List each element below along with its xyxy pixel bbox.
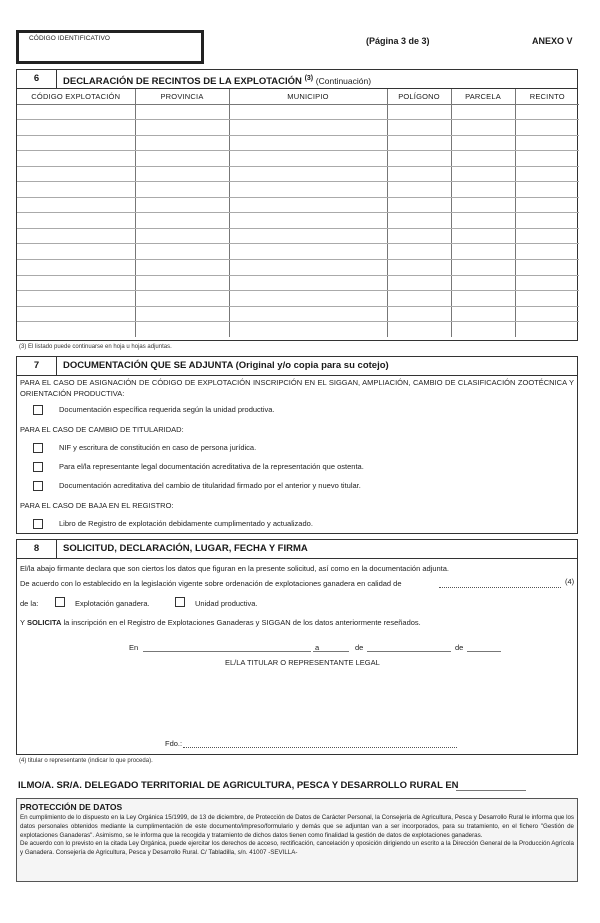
table-cell[interactable] — [17, 228, 135, 244]
table-cell[interactable] — [451, 135, 515, 151]
table-cell[interactable] — [135, 306, 229, 322]
table-cell[interactable] — [451, 104, 515, 120]
section-title: SOLICITUD, DECLARACIÓN, LUGAR, FECHA Y FIRMA — [63, 543, 308, 554]
table-cell[interactable] — [229, 213, 387, 229]
data-protection-paragraph: En cumplimiento de lo dispuesto en la Ley Orgánica 15/1999, de 13 de diciembre, de Protección de Datos de Carácter Personal, la Consejería de Agricultura, Pesca y Desarrollo Rural le informa que los datos personales obtenidos mediante la cumplimentación de este documento/impreso/formulario y demás que se adjuntan van a ser incorporados, para su tratamiento, en el fichero "Gestión de explotaciones Ganaderas". Asimismo, se le informa que la recogida y tratamiento de dichos datos tienen como finalidad la gestión de datos de explotaciones ganaderas. — [20, 814, 574, 839]
table-cell[interactable] — [229, 259, 387, 275]
table-cell[interactable] — [229, 322, 387, 338]
table-cell[interactable] — [135, 135, 229, 151]
item-ownership-change-docs: Documentación acreditativa del cambio de titularidad firmado por el anterior y nuevo titular. — [59, 481, 361, 490]
date-label-a: a — [315, 643, 320, 652]
table-cell[interactable] — [17, 244, 135, 260]
section-number: 7 — [17, 357, 57, 375]
table-cell[interactable] — [451, 244, 515, 260]
table-row — [17, 182, 579, 198]
table-cell[interactable] — [229, 306, 387, 322]
table-row — [17, 213, 579, 229]
table-cell[interactable] — [387, 104, 451, 120]
table-cell[interactable] — [135, 182, 229, 198]
data-protection-title: PROTECCIÓN DE DATOS — [20, 802, 123, 812]
table-cell[interactable] — [17, 213, 135, 229]
page-number: (Página 3 de 3) — [366, 36, 430, 46]
table-cell[interactable] — [515, 197, 579, 213]
table-cell[interactable] — [515, 259, 579, 275]
table-cell[interactable] — [387, 291, 451, 307]
checkbox-representation[interactable] — [33, 462, 43, 472]
table-cell[interactable] — [135, 197, 229, 213]
table-cell[interactable] — [451, 213, 515, 229]
table-cell[interactable] — [515, 182, 579, 198]
checkbox-ownership-change-docs[interactable] — [33, 481, 43, 491]
table-cell[interactable] — [387, 306, 451, 322]
table-cell[interactable] — [17, 322, 135, 338]
checkbox-register-book[interactable] — [33, 519, 43, 529]
signature-label: Fdo.: — [165, 739, 183, 748]
table-row — [17, 275, 579, 291]
table-cell[interactable] — [135, 228, 229, 244]
data-protection-paragraph: De acuerdo con lo previsto en la citada Ley Orgánica, puede ejercitar los derechos de acceso, rectificación, cancelación y oposición dirigiendo un escrito a la Dirección General de la Producción Agrícola y Ganadera. Consejería de Agricultura, Pesca y Desarrollo Rural. C/ Tabladilla, s/n. 41007 -SEVILLA- — [20, 840, 574, 857]
table-cell[interactable] — [135, 104, 229, 120]
table-cell[interactable] — [229, 166, 387, 182]
table-row — [17, 228, 579, 244]
table-cell[interactable] — [515, 291, 579, 307]
table-cell[interactable] — [229, 120, 387, 136]
table-cell[interactable] — [135, 120, 229, 136]
table-cell[interactable] — [451, 306, 515, 322]
option-livestock-farm: Explotación ganadera. — [75, 599, 150, 608]
province-field[interactable] — [456, 790, 526, 791]
table-row — [17, 291, 579, 307]
table-row — [17, 197, 579, 213]
request-text: Y SOLICITA la inscripción en el Registro de Explotaciones Ganaderas y SIGGAN de los datos anteriormente reseñados. — [20, 618, 421, 627]
section-number: 8 — [17, 540, 57, 558]
data-protection-box — [16, 798, 578, 882]
table-cell[interactable] — [387, 197, 451, 213]
table-cell[interactable] — [515, 104, 579, 120]
table-cell[interactable] — [387, 228, 451, 244]
table-cell[interactable] — [387, 275, 451, 291]
month-field[interactable] — [367, 651, 451, 652]
table-cell[interactable] — [135, 291, 229, 307]
table-cell[interactable] — [17, 197, 135, 213]
signer-title: EL/LA TITULAR O REPRESENTANTE LEGAL — [225, 658, 380, 667]
table-cell[interactable] — [387, 120, 451, 136]
table-cell[interactable] — [17, 259, 135, 275]
table-cell[interactable] — [387, 322, 451, 338]
plots-table — [17, 89, 579, 337]
table-row — [17, 151, 579, 167]
table-cell[interactable] — [17, 306, 135, 322]
table-cell[interactable] — [515, 275, 579, 291]
table-cell[interactable] — [451, 182, 515, 198]
table-cell[interactable] — [387, 259, 451, 275]
table-cell[interactable] — [515, 213, 579, 229]
section-title: DOCUMENTACIÓN QUE SE ADJUNTA (Original y/o copia para su cotejo) — [63, 360, 389, 371]
table-cell[interactable] — [387, 135, 451, 151]
column-header: MUNICIPIO — [229, 89, 387, 104]
item-nif: NIF y escritura de constitución en caso de persona jurídica. — [59, 443, 257, 452]
place-field[interactable] — [143, 651, 311, 652]
table-cell[interactable] — [135, 151, 229, 167]
note-4-marker: (4) — [565, 577, 575, 586]
table-cell[interactable] — [229, 151, 387, 167]
table-cell[interactable] — [515, 244, 579, 260]
table-cell[interactable] — [17, 120, 135, 136]
table-cell[interactable] — [229, 104, 387, 120]
case-ownership-change-label: PARA EL CASO DE CAMBIO DE TITULARIDAD: — [20, 425, 184, 434]
table-cell[interactable] — [229, 244, 387, 260]
table-cell[interactable] — [515, 306, 579, 322]
table-cell[interactable] — [451, 197, 515, 213]
table-header-row — [17, 89, 579, 104]
table-cell[interactable] — [387, 151, 451, 167]
table-cell[interactable] — [229, 228, 387, 244]
table-cell[interactable] — [229, 291, 387, 307]
table-cell[interactable] — [135, 322, 229, 338]
item-specific-docs: Documentación específica requerida según la unidad productiva. — [59, 405, 275, 414]
table-cell[interactable] — [135, 166, 229, 182]
table-cell[interactable] — [451, 259, 515, 275]
table-cell[interactable] — [451, 322, 515, 338]
column-header: PROVINCIA — [135, 89, 229, 104]
option-productive-unit: Unidad productiva. — [195, 599, 258, 608]
table-cell[interactable] — [515, 228, 579, 244]
case-assignment-label: PARA EL CASO DE ASIGNACIÓN DE CÓDIGO DE EXPLOTACIÓN INSCRIPCIÓN EN EL SIGGAN, AMPLIACIÓN, CAMBIO DE CLASIFICACIÓN ZOOTÉCNICA Y ORIENTACIÓN PRODUCTIVA: — [20, 378, 574, 398]
table-cell[interactable] — [451, 120, 515, 136]
table-cell[interactable] — [135, 259, 229, 275]
capacity-field[interactable] — [439, 587, 561, 588]
column-header: POLÍGONO — [387, 89, 451, 104]
date-label-de: de — [455, 643, 464, 652]
table-cell[interactable] — [135, 275, 229, 291]
place-label-en: En — [129, 643, 139, 652]
declaration-text: El/la abajo firmante declara que son ciertos los datos que figuran en la presente solicitud, así como en la documentación adjunta. — [20, 564, 450, 573]
section-number: 6 — [17, 70, 57, 88]
table-cell[interactable] — [451, 228, 515, 244]
table-row — [17, 135, 579, 151]
section-8-header — [17, 540, 577, 559]
table-cell[interactable] — [135, 244, 229, 260]
table-cell[interactable] — [451, 151, 515, 167]
of-the-label: de la: — [20, 599, 39, 608]
table-cell[interactable] — [229, 182, 387, 198]
table-row — [17, 306, 579, 322]
section-8-footnote: (4) titular o representante (indicar lo que proceda). — [19, 758, 153, 764]
checkbox-nif[interactable] — [33, 443, 43, 453]
checkbox-productive-unit[interactable] — [175, 597, 185, 607]
table-cell[interactable] — [515, 151, 579, 167]
agreement-text: De acuerdo con lo establecido en la legislación vigente sobre ordenación de explotaciones ganadera en calidad de — [20, 579, 402, 588]
item-register-book: Libro de Registro de explotación debidamente cumplimentado y actualizado. — [59, 519, 313, 528]
table-cell[interactable] — [17, 291, 135, 307]
table-cell[interactable] — [17, 135, 135, 151]
section-title: DECLARACIÓN DE RECINTOS DE LA EXPLOTACIÓN $^{(3)}$ (Continuación) — [63, 75, 372, 88]
table-row — [17, 120, 579, 136]
column-header: RECINTO — [515, 89, 579, 104]
addressee-line: ILMO/A. SR/A. DELEGADO TERRITORIAL DE AGRICULTURA, PESCA Y DESARROLLO RURAL EN — [18, 780, 459, 791]
table-row — [17, 322, 579, 338]
identification-code-box[interactable] — [16, 30, 204, 64]
table-cell[interactable] — [451, 166, 515, 182]
table-cell[interactable] — [387, 244, 451, 260]
table-cell[interactable] — [387, 213, 451, 229]
table-cell[interactable] — [229, 275, 387, 291]
section-8-request — [16, 539, 578, 755]
section-6-footnote: (3) El listado puede continuarse en hoja u hojas adjuntas. — [19, 344, 172, 350]
table-row — [17, 104, 579, 120]
item-representation: Para el/la representante legal documentación acreditativa de la representación que ostenta. — [59, 462, 364, 471]
section-6-header — [17, 70, 577, 89]
table-cell[interactable] — [387, 182, 451, 198]
table-cell[interactable] — [17, 166, 135, 182]
signature-field[interactable] — [183, 747, 457, 748]
table-cell[interactable] — [451, 291, 515, 307]
identification-code-label: CÓDIGO IDENTIFICATIVO — [29, 35, 111, 42]
table-cell[interactable] — [229, 197, 387, 213]
table-cell[interactable] — [515, 135, 579, 151]
date-label-de: de — [355, 643, 364, 652]
table-row — [17, 166, 579, 182]
case-deregistration-label: PARA EL CASO DE BAJA EN EL REGISTRO: — [20, 501, 174, 510]
day-field[interactable] — [313, 651, 349, 652]
section-7-header — [17, 357, 577, 376]
checkbox-livestock-farm[interactable] — [55, 597, 65, 607]
table-cell[interactable] — [515, 120, 579, 136]
year-field[interactable] — [467, 651, 501, 652]
annex-label: ANEXO V — [532, 36, 573, 46]
table-cell[interactable] — [515, 166, 579, 182]
table-cell[interactable] — [135, 213, 229, 229]
table-cell[interactable] — [515, 322, 579, 338]
table-cell[interactable] — [229, 135, 387, 151]
section-7-documentation — [16, 356, 578, 534]
table-row — [17, 259, 579, 275]
checkbox-specific-docs[interactable] — [33, 405, 43, 415]
table-cell[interactable] — [451, 275, 515, 291]
table-row — [17, 244, 579, 260]
table-cell[interactable] — [387, 166, 451, 182]
column-header: PARCELA — [451, 89, 515, 104]
table-cell[interactable] — [17, 151, 135, 167]
column-header: CÓDIGO EXPLOTACIÓN — [17, 89, 135, 104]
section-6-plots — [16, 69, 578, 341]
table-cell[interactable] — [17, 182, 135, 198]
table-cell[interactable] — [17, 104, 135, 120]
table-cell[interactable] — [17, 275, 135, 291]
